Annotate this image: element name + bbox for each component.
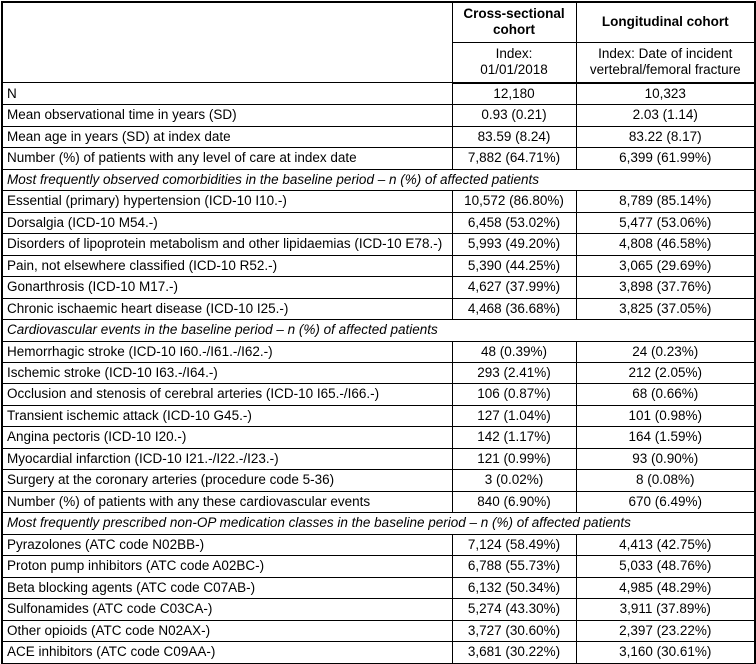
row-value-cross-sectional: 5,390 (44.25%)	[452, 255, 576, 276]
row-value-longitudinal: 3,825 (37.05%)	[576, 298, 755, 319]
row-label: Gonarthrosis (ICD-10 M17.-)	[2, 277, 452, 298]
table-row	[2, 620, 755, 641]
table-row	[2, 83, 755, 105]
row-label: ACE inhibitors (ATC code C09AA-)	[2, 642, 452, 664]
row-value-cross-sectional: 142 (1.17%)	[452, 427, 576, 448]
row-value-longitudinal: 93 (0.90%)	[576, 448, 755, 469]
section-header-row	[2, 320, 755, 341]
table-row	[2, 255, 755, 276]
table-row	[2, 277, 755, 298]
row-value-longitudinal: 5,033 (48.76%)	[576, 556, 755, 577]
column-header-cross-sectional: Cross-sectional cohort	[452, 2, 576, 42]
section-header-label: Most frequently prescribed non-OP medication classes in the baseline period – n (%) of affected patients	[2, 513, 755, 534]
row-value-longitudinal: 8 (0.08%)	[576, 470, 755, 491]
row-value-cross-sectional: 4,627 (37.99%)	[452, 277, 576, 298]
row-label: Disorders of lipoprotein metabolism and other lipidaemias (ICD-10 E78.-)	[2, 234, 452, 255]
row-label: Occlusion and stenosis of cerebral arteries (ICD-10 I65.-/I66.-)	[2, 384, 452, 405]
corner-cell	[2, 2, 452, 83]
row-label: Myocardial infarction (ICD-10 I21.-/I22.-/I23.-)	[2, 448, 452, 469]
row-value-longitudinal: 2.03 (1.14)	[576, 105, 755, 126]
row-value-cross-sectional: 106 (0.87%)	[452, 384, 576, 405]
row-label: Other opioids (ATC code N02AX-)	[2, 620, 452, 641]
row-value-longitudinal: 68 (0.66%)	[576, 384, 755, 405]
row-label: Angina pectoris (ICD-10 I20.-)	[2, 427, 452, 448]
row-value-longitudinal: 101 (0.98%)	[576, 405, 755, 426]
row-value-cross-sectional: 3,681 (30.22%)	[452, 642, 576, 664]
row-label: Hemorrhagic stroke (ICD-10 I60.-/I61.-/I62.-)	[2, 341, 452, 362]
section-header-label: Cardiovascular events in the baseline period – n (%) of affected patients	[2, 320, 755, 341]
row-value-cross-sectional: 4,468 (36.68%)	[452, 298, 576, 319]
table-row	[2, 341, 755, 362]
table-row	[2, 148, 755, 169]
row-label: Beta blocking agents (ATC code C07AB-)	[2, 577, 452, 598]
row-value-cross-sectional: 6,458 (53.02%)	[452, 212, 576, 233]
row-value-cross-sectional: 5,274 (43.30%)	[452, 599, 576, 620]
row-label: Number (%) of patients with any level of care at index date	[2, 148, 452, 169]
table-row	[2, 405, 755, 426]
table-row	[2, 126, 755, 147]
row-value-cross-sectional: 48 (0.39%)	[452, 341, 576, 362]
row-label: Surgery at the coronary arteries (procedure code 5-36)	[2, 470, 452, 491]
row-value-cross-sectional: 293 (2.41%)	[452, 362, 576, 383]
table-row	[2, 384, 755, 405]
table-row	[2, 448, 755, 469]
row-value-cross-sectional: 3,727 (30.60%)	[452, 620, 576, 641]
table-row	[2, 470, 755, 491]
row-label: Transient ischemic attack (ICD-10 G45.-)	[2, 405, 452, 426]
row-value-longitudinal: 10,323	[576, 83, 755, 105]
row-value-longitudinal: 670 (6.49%)	[576, 491, 755, 512]
row-value-cross-sectional: 7,124 (58.49%)	[452, 534, 576, 555]
row-value-cross-sectional: 121 (0.99%)	[452, 448, 576, 469]
row-label: Pyrazolones (ATC code N02BB-)	[2, 534, 452, 555]
table-header	[2, 2, 755, 83]
row-value-longitudinal: 212 (2.05%)	[576, 362, 755, 383]
subheader-longitudinal-index: Index: Date of incident vertebral/femoral fracture	[576, 42, 755, 82]
row-value-cross-sectional: 6,132 (50.34%)	[452, 577, 576, 598]
row-value-longitudinal: 164 (1.59%)	[576, 427, 755, 448]
row-value-longitudinal: 83.22 (8.17)	[576, 126, 755, 147]
table-row	[2, 105, 755, 126]
table-row	[2, 191, 755, 212]
subheader-cross-sectional-index: Index: 01/01/2018	[452, 42, 576, 82]
column-header-longitudinal: Longitudinal cohort	[576, 2, 755, 42]
row-value-longitudinal: 24 (0.23%)	[576, 341, 755, 362]
row-label: Mean age in years (SD) at index date	[2, 126, 452, 147]
row-label: Number (%) of patients with any these cardiovascular events	[2, 491, 452, 512]
table-row	[2, 362, 755, 383]
table-body	[2, 83, 755, 664]
section-header-row	[2, 513, 755, 534]
table-row	[2, 642, 755, 664]
row-label: Pain, not elsewhere classified (ICD-10 R52.-)	[2, 255, 452, 276]
table-row	[2, 491, 755, 512]
row-label: Dorsalgia (ICD-10 M54.-)	[2, 212, 452, 233]
row-value-longitudinal: 4,985 (48.29%)	[576, 577, 755, 598]
row-label: Mean observational time in years (SD)	[2, 105, 452, 126]
row-label: N	[2, 83, 452, 105]
row-value-cross-sectional: 3 (0.02%)	[452, 470, 576, 491]
table-row	[2, 212, 755, 233]
section-header-label: Most frequently observed comorbidities in the baseline period – n (%) of affected patients	[2, 169, 755, 190]
row-value-longitudinal: 6,399 (61.99%)	[576, 148, 755, 169]
row-value-longitudinal: 3,898 (37.76%)	[576, 277, 755, 298]
row-value-longitudinal: 4,808 (46.58%)	[576, 234, 755, 255]
row-label: Proton pump inhibitors (ATC code A02BC-)	[2, 556, 452, 577]
row-value-cross-sectional: 0.93 (0.21)	[452, 105, 576, 126]
row-value-longitudinal: 3,065 (29.69%)	[576, 255, 755, 276]
table-row	[2, 234, 755, 255]
row-label: Ischemic stroke (ICD-10 I63.-/I64.-)	[2, 362, 452, 383]
table-row	[2, 534, 755, 555]
section-header-row	[2, 169, 755, 190]
row-value-longitudinal: 2,397 (23.22%)	[576, 620, 755, 641]
row-value-cross-sectional: 6,788 (55.73%)	[452, 556, 576, 577]
row-value-cross-sectional: 83.59 (8.24)	[452, 126, 576, 147]
row-value-longitudinal: 4,413 (42.75%)	[576, 534, 755, 555]
row-label: Essential (primary) hypertension (ICD-10 I10.-)	[2, 191, 452, 212]
row-value-cross-sectional: 12,180	[452, 83, 576, 105]
row-value-longitudinal: 3,160 (30.61%)	[576, 642, 755, 664]
row-value-cross-sectional: 5,993 (49.20%)	[452, 234, 576, 255]
row-value-cross-sectional: 127 (1.04%)	[452, 405, 576, 426]
table-row	[2, 427, 755, 448]
row-label: Sulfonamides (ATC code C03CA-)	[2, 599, 452, 620]
row-value-longitudinal: 8,789 (85.14%)	[576, 191, 755, 212]
table-row	[2, 298, 755, 319]
row-value-cross-sectional: 7,882 (64.71%)	[452, 148, 576, 169]
cohort-comparison-table	[1, 1, 756, 664]
table-row	[2, 556, 755, 577]
row-label: Chronic ischaemic heart disease (ICD-10 I25.-)	[2, 298, 452, 319]
table-row	[2, 577, 755, 598]
row-value-cross-sectional: 10,572 (86.80%)	[452, 191, 576, 212]
row-value-longitudinal: 5,477 (53.06%)	[576, 212, 755, 233]
header-row-cohorts	[2, 2, 755, 42]
table-row	[2, 599, 755, 620]
row-value-longitudinal: 3,911 (37.89%)	[576, 599, 755, 620]
row-value-cross-sectional: 840 (6.90%)	[452, 491, 576, 512]
